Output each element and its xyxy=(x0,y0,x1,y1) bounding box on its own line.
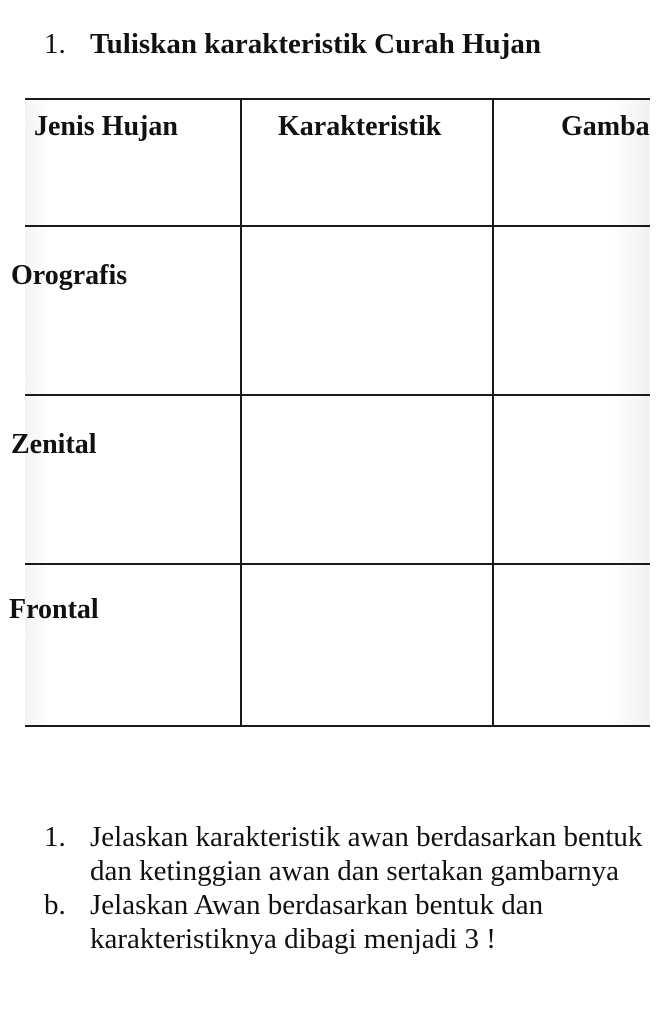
row-label-orografis: Orografis xyxy=(11,260,128,291)
table-row-divider xyxy=(25,225,650,227)
header-jenis-hujan: Jenis Hujan xyxy=(34,111,178,142)
question-1-number: 1. xyxy=(44,28,66,60)
question-list xyxy=(44,820,654,956)
table-column-divider xyxy=(492,98,494,727)
table-column-divider xyxy=(240,98,242,727)
table-top-border xyxy=(25,98,650,100)
row-label-zenital: Zenital xyxy=(11,429,97,460)
rainfall-table xyxy=(9,98,650,727)
question-marker: b. xyxy=(44,889,66,921)
table-row-divider xyxy=(25,394,650,396)
question-text: Jelaskan Awan berdasarkan bentuk dan karakteristiknya dibagi menjadi 3 ! xyxy=(90,889,544,955)
question-marker: 1. xyxy=(44,821,66,853)
question-text: Jelaskan karakteristik awan berdasarkan bentuk dan ketinggian awan dan sertakan gambarnya xyxy=(90,821,643,887)
header-gambar: Gamba xyxy=(561,111,650,142)
question-item xyxy=(44,820,654,888)
question-1-heading xyxy=(44,27,541,61)
header-karakteristik: Karakteristik xyxy=(278,111,442,142)
question-item xyxy=(44,888,654,956)
table-row-divider xyxy=(25,563,650,565)
row-label-frontal: Frontal xyxy=(9,594,99,625)
table-bottom-border xyxy=(25,725,650,727)
question-1-text: Tuliskan karakteristik Curah Hujan xyxy=(90,28,541,60)
